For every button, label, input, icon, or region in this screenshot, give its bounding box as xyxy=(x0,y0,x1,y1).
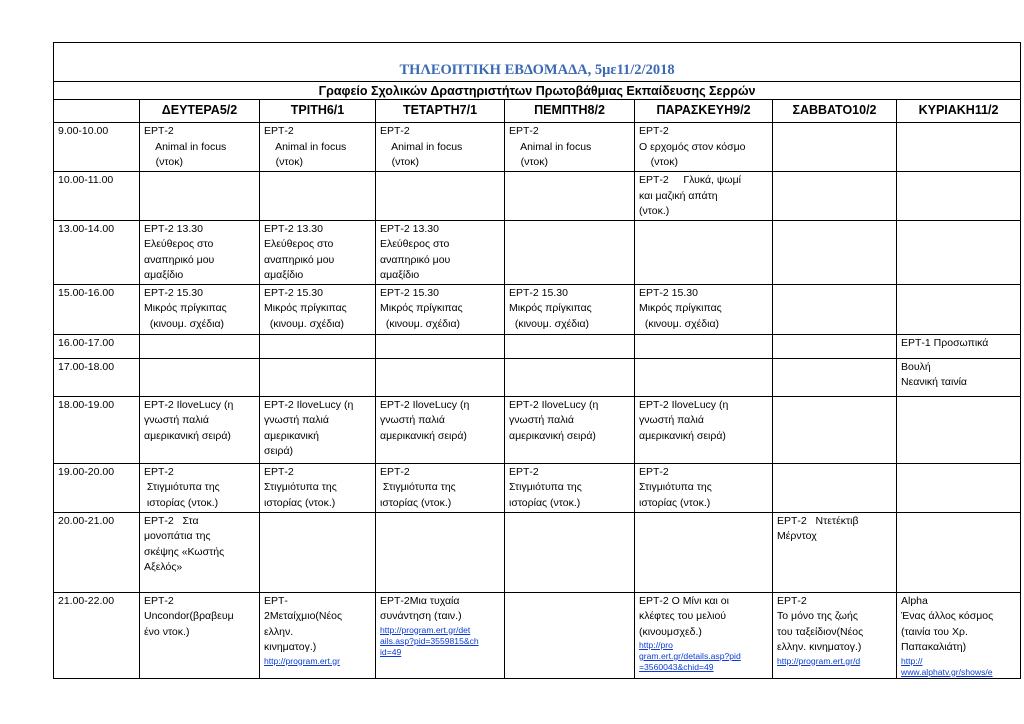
program-text: αμερικανική xyxy=(264,429,319,442)
program-text: ΕΡΤ-2 xyxy=(509,125,539,137)
program-text: αμερικανική σειρά) xyxy=(509,429,596,442)
day-header: ΤΡΙΤΗ6/1 xyxy=(260,100,376,123)
program-cell xyxy=(635,284,773,334)
program-text: ΕΡΤ-2 xyxy=(380,465,410,478)
program-cell xyxy=(140,358,260,396)
time-slot-label: 19.00-20.00 xyxy=(54,463,140,512)
day-header: ΤΕΤΑΡΤΗ7/1 xyxy=(376,100,505,123)
schedule-row xyxy=(54,123,1021,172)
program-cell xyxy=(505,396,635,463)
program-text: Μικρός πρίγκιπας xyxy=(380,302,463,314)
program-text: ΕΡΤ-2 13.30 xyxy=(380,222,439,235)
program-text: ΕΡΤ-2 13.30 xyxy=(144,222,203,235)
program-text: αναπηρικό μου xyxy=(264,253,335,266)
time-slot-label: 10.00-11.00 xyxy=(54,172,140,221)
program-cell xyxy=(140,396,260,463)
program-text: ΕΡΤ-2 IloveLucy (η xyxy=(380,398,470,411)
program-cell xyxy=(635,123,773,172)
program-text: γνωστή παλιά xyxy=(264,414,329,426)
program-cell xyxy=(773,512,897,592)
program-cell xyxy=(140,463,260,512)
program-text: ΕΡΤ-2 13.30 xyxy=(264,222,323,235)
title-row xyxy=(54,43,1021,82)
program-text: Στιγμιότυπα της xyxy=(509,481,582,493)
program-cell xyxy=(140,592,260,678)
day-header: ΣΑΒΒΑΤΟ10/2 xyxy=(773,100,897,123)
program-cell xyxy=(140,220,260,284)
schedule-row xyxy=(54,592,1021,678)
program-cell xyxy=(897,592,1021,678)
program-text: ελλην. xyxy=(264,625,294,638)
schedule-body xyxy=(54,123,1021,679)
program-text: ΕΡΤ-2 15.30 xyxy=(144,286,203,299)
program-text: Alpha xyxy=(901,594,928,607)
time-slot-label: 17.00-18.00 xyxy=(54,358,140,396)
program-cell xyxy=(635,512,773,592)
program-text: ΕΡΤ-2 xyxy=(144,465,174,478)
program-text: (κινουμσχεδ.) xyxy=(639,625,702,638)
program-cell xyxy=(376,358,505,396)
schedule-row xyxy=(54,172,1021,221)
program-text: Μικρός πρίγκιπας xyxy=(509,302,592,314)
program-cell xyxy=(376,123,505,172)
program-link[interactable]: ails.asp?pid=3559815&ch xyxy=(380,635,479,646)
program-cell xyxy=(897,358,1021,396)
program-cell xyxy=(376,172,505,221)
program-cell xyxy=(260,358,376,396)
program-text: (ντοκ) xyxy=(264,156,304,168)
program-link[interactable]: www.alphatv.gr/shows/e xyxy=(901,666,993,677)
program-text: ΕΡΤ-2 xyxy=(639,465,669,478)
program-cell xyxy=(505,512,635,592)
program-text: ΕΡΤ-2 15.30 xyxy=(264,286,323,299)
program-cell xyxy=(635,334,773,358)
program-text: ΕΡΤ- xyxy=(264,594,288,607)
day-header: ΠΕΜΠΤΗ8/2 xyxy=(505,100,635,123)
program-cell xyxy=(773,220,897,284)
program-cell xyxy=(505,123,635,172)
schedule-row xyxy=(54,220,1021,284)
program-text: γνωστή παλιά xyxy=(380,414,445,426)
program-link[interactable]: http://program.ert.gr/det xyxy=(380,624,471,635)
program-text: ΕΡΤ-2 15.30 xyxy=(639,286,698,299)
program-text: Αξελός» xyxy=(144,561,183,573)
program-text: μονοπάτια της xyxy=(144,530,211,542)
program-text: ιστορίας (ντοκ.) xyxy=(509,496,581,509)
program-cell xyxy=(897,172,1021,221)
program-cell xyxy=(376,512,505,592)
program-text: ΕΡΤ-2 Ντετέκτιβ xyxy=(777,514,859,527)
program-text: αμαξίδιο xyxy=(380,269,420,281)
page-title: ΤΗΛΕΟΠΤΙΚΗ ΕΒΔΟΜΑΔΑ, 5με11/2/2018 xyxy=(54,43,1021,82)
program-text: ΕΡΤ-2 IloveLucy (η xyxy=(639,398,729,411)
program-text: αναπηρικό μου xyxy=(380,253,451,266)
program-text: ΕΡΤ-2 xyxy=(380,125,410,137)
program-text: ΕΡΤ-2 xyxy=(144,594,174,607)
program-cell xyxy=(260,123,376,172)
schedule-table xyxy=(53,42,1021,679)
tv-schedule-sheet xyxy=(53,42,1020,679)
program-link[interactable]: http:// xyxy=(901,655,923,666)
program-cell xyxy=(897,334,1021,358)
program-cell xyxy=(140,284,260,334)
program-text: ΕΡΤ-2Μια τυχαία xyxy=(380,594,460,607)
program-text: ΕΡΤ-2 xyxy=(639,125,669,137)
program-text: (ντοκ) xyxy=(639,156,679,168)
program-text: σκέψης «Κωστής xyxy=(144,545,225,558)
program-text: Στιγμιότυπα της xyxy=(380,481,456,493)
time-slot-label: 16.00-17.00 xyxy=(54,334,140,358)
program-text: (κινουμ. σχέδια) xyxy=(144,317,225,330)
program-text: Στιγμιότυπα της xyxy=(639,481,712,493)
program-text: ΕΡΤ-2 IloveLucy (η xyxy=(509,398,599,411)
program-cell xyxy=(260,172,376,221)
program-text: (κινουμ. σχέδια) xyxy=(264,317,345,330)
program-cell xyxy=(635,220,773,284)
program-text: Βουλή xyxy=(901,360,931,373)
program-cell xyxy=(897,512,1021,592)
program-cell xyxy=(505,220,635,284)
program-text: ένο ντοκ.) xyxy=(144,625,190,638)
program-cell xyxy=(140,512,260,592)
program-cell xyxy=(505,334,635,358)
program-text: Ένας άλλος κόσμος xyxy=(901,610,994,622)
program-cell xyxy=(635,358,773,396)
program-text: σειρά) xyxy=(264,445,294,457)
program-link[interactable]: http://pro xyxy=(639,640,673,650)
program-text: (κινουμ. σχέδια) xyxy=(380,317,461,330)
program-text: Νεανική ταινία xyxy=(901,376,967,388)
program-text: Animal in focus xyxy=(144,140,227,153)
program-cell xyxy=(260,463,376,512)
program-text: αμερικανική σειρά) xyxy=(144,429,231,442)
corner-cell xyxy=(54,100,140,123)
program-text: κινηματογ.) xyxy=(264,641,317,653)
program-cell xyxy=(635,463,773,512)
program-cell xyxy=(897,284,1021,334)
program-cell xyxy=(376,396,505,463)
program-text: Μικρός πρίγκιπας xyxy=(639,302,722,314)
program-cell xyxy=(260,220,376,284)
time-slot-label: 15.00-16.00 xyxy=(54,284,140,334)
program-text: Animal in focus xyxy=(509,140,592,153)
program-cell xyxy=(773,284,897,334)
time-slot-label: 9.00-10.00 xyxy=(54,123,140,172)
program-cell xyxy=(376,592,505,678)
program-text: Μικρός πρίγκιπας xyxy=(144,302,227,314)
program-cell xyxy=(897,463,1021,512)
program-cell xyxy=(635,172,773,221)
program-text: γνωστή παλιά xyxy=(144,414,209,426)
program-cell xyxy=(773,396,897,463)
day-header: ΔΕΥΤΕΡΑ5/2 xyxy=(140,100,260,123)
program-text: αναπηρικό μου xyxy=(144,253,215,266)
program-text: (ντοκ) xyxy=(380,156,420,168)
program-text: αμαξίδιο xyxy=(264,269,304,281)
program-text: και μαζική απάτη xyxy=(639,189,718,202)
program-text: Ελεύθερος στο xyxy=(144,238,214,250)
program-text: ΕΡΤ-2 Στα xyxy=(144,514,199,527)
program-text: του ταξείδιον(Νέος xyxy=(777,625,864,638)
program-cell xyxy=(773,123,897,172)
program-cell xyxy=(505,463,635,512)
time-slot-label: 21.00-22.00 xyxy=(54,592,140,678)
program-link[interactable]: gram.ert.gr/details.asp?pid xyxy=(639,651,741,661)
program-text: ιστορίας (ντοκ.) xyxy=(144,496,219,509)
program-text: ΕΡΤ-2 15.30 xyxy=(509,286,568,299)
program-text: (κινουμ. σχέδια) xyxy=(509,317,590,330)
program-text: ΕΡΤ-2 xyxy=(144,125,174,137)
day-header: ΚΥΡΙΑΚΗ11/2 xyxy=(897,100,1021,123)
program-text: αμαξίδιο xyxy=(144,269,184,281)
program-text: κλέφτες του μελιού xyxy=(639,610,727,622)
program-text: ΕΡΤ-2 IloveLucy (η xyxy=(264,398,354,411)
program-cell xyxy=(140,334,260,358)
program-text: Animal in focus xyxy=(264,140,347,153)
program-text: ΕΡΤ-2 15.30 xyxy=(380,286,439,299)
program-text: ιστορίας (ντοκ.) xyxy=(639,496,711,509)
time-slot-label: 13.00-14.00 xyxy=(54,220,140,284)
program-text: Ελεύθερος στο xyxy=(380,238,450,250)
program-link[interactable]: id=49 xyxy=(380,646,402,657)
program-text: ΕΡΤ-2 IloveLucy (η xyxy=(144,398,234,411)
program-text: Μέρντοχ xyxy=(777,530,817,542)
time-slot-label: 20.00-21.00 xyxy=(54,512,140,592)
program-cell xyxy=(635,396,773,463)
program-text: Παπακαλιάτη) xyxy=(901,641,967,653)
schedule-row xyxy=(54,396,1021,463)
program-text: ΕΡΤ-2 xyxy=(264,125,294,137)
program-cell xyxy=(260,592,376,678)
schedule-row xyxy=(54,284,1021,334)
program-link[interactable]: http://program.ert.gr/d xyxy=(777,655,861,666)
program-cell xyxy=(773,172,897,221)
program-text: ΕΡΤ-2 Ο Μίνι και οι xyxy=(639,594,729,607)
page-subtitle: Γραφείο Σχολικών Δραστηριστήτων Πρωτοβάθμιας Εκπαίδευσης Σερρών xyxy=(54,82,1021,100)
schedule-row xyxy=(54,334,1021,358)
program-text: (ντοκ) xyxy=(144,156,184,168)
program-cell xyxy=(505,284,635,334)
program-cell xyxy=(505,172,635,221)
program-text: ΕΡΤ-2 Γλυκά, ψωμί xyxy=(639,174,741,186)
schedule-row xyxy=(54,512,1021,592)
program-text: γνωστή παλιά xyxy=(509,414,574,426)
program-text: Στιγμιότυπα της xyxy=(264,481,337,493)
program-cell xyxy=(773,358,897,396)
program-cell xyxy=(376,284,505,334)
day-header: ΠΑΡΑΣΚΕΥΗ9/2 xyxy=(635,100,773,123)
program-text: Ελεύθερος στο xyxy=(264,238,334,250)
program-text: (ντοκ) xyxy=(509,156,549,168)
program-cell xyxy=(260,512,376,592)
program-text: Uncondor(βραβευμ xyxy=(144,610,234,622)
program-cell xyxy=(773,463,897,512)
program-cell xyxy=(897,123,1021,172)
program-cell xyxy=(376,463,505,512)
program-link[interactable]: http://program.ert.gr xyxy=(264,655,340,666)
program-cell xyxy=(897,396,1021,463)
program-cell xyxy=(260,334,376,358)
program-text: Animal in focus xyxy=(380,140,463,153)
program-text: ιστορίας (ντοκ.) xyxy=(380,496,452,509)
program-text: συνάντηση (ταιν.) xyxy=(380,610,462,622)
program-text: ΕΡΤ-1 Προσωπικά xyxy=(901,336,989,349)
program-cell xyxy=(773,592,897,678)
program-text: (ντοκ.) xyxy=(639,205,670,217)
program-text: γνωστή παλιά xyxy=(639,414,704,426)
program-cell xyxy=(140,172,260,221)
program-text: ΕΡΤ-2 xyxy=(777,594,807,607)
program-text: ΕΡΤ-2 xyxy=(509,465,539,478)
program-cell xyxy=(260,396,376,463)
program-text: ΕΡΤ-2 xyxy=(264,465,294,478)
program-text: (ταινία του Χρ. xyxy=(901,625,968,638)
program-cell xyxy=(260,284,376,334)
program-cell xyxy=(505,592,635,678)
program-text: Στιγμιότυπα της xyxy=(144,481,220,493)
program-text: Μικρός πρίγκιπας xyxy=(264,302,347,314)
subtitle-row xyxy=(54,82,1021,100)
program-cell xyxy=(897,220,1021,284)
program-text: (κινουμ. σχέδια) xyxy=(639,317,720,330)
schedule-row xyxy=(54,358,1021,396)
program-text: αμερικανική σειρά) xyxy=(639,429,726,442)
program-cell xyxy=(635,592,773,678)
program-text: αμερικανική σειρά) xyxy=(380,429,467,442)
program-cell xyxy=(376,334,505,358)
program-text: Το μόνο της ζωής xyxy=(777,610,858,622)
program-cell xyxy=(773,334,897,358)
time-slot-label: 18.00-19.00 xyxy=(54,396,140,463)
program-cell xyxy=(505,358,635,396)
program-text: Ο ερχομός στον κόσμο xyxy=(639,140,746,153)
program-text: ιστορίας (ντοκ.) xyxy=(264,496,336,509)
program-cell xyxy=(140,123,260,172)
program-cell xyxy=(376,220,505,284)
program-text: ελλην. κινηματογ.) xyxy=(777,641,862,653)
program-text: 2Μεταίχμιο(Νέος xyxy=(264,610,343,622)
day-header-row xyxy=(54,100,1021,123)
program-link[interactable]: =3560043&chid=49 xyxy=(639,662,714,672)
schedule-row xyxy=(54,463,1021,512)
